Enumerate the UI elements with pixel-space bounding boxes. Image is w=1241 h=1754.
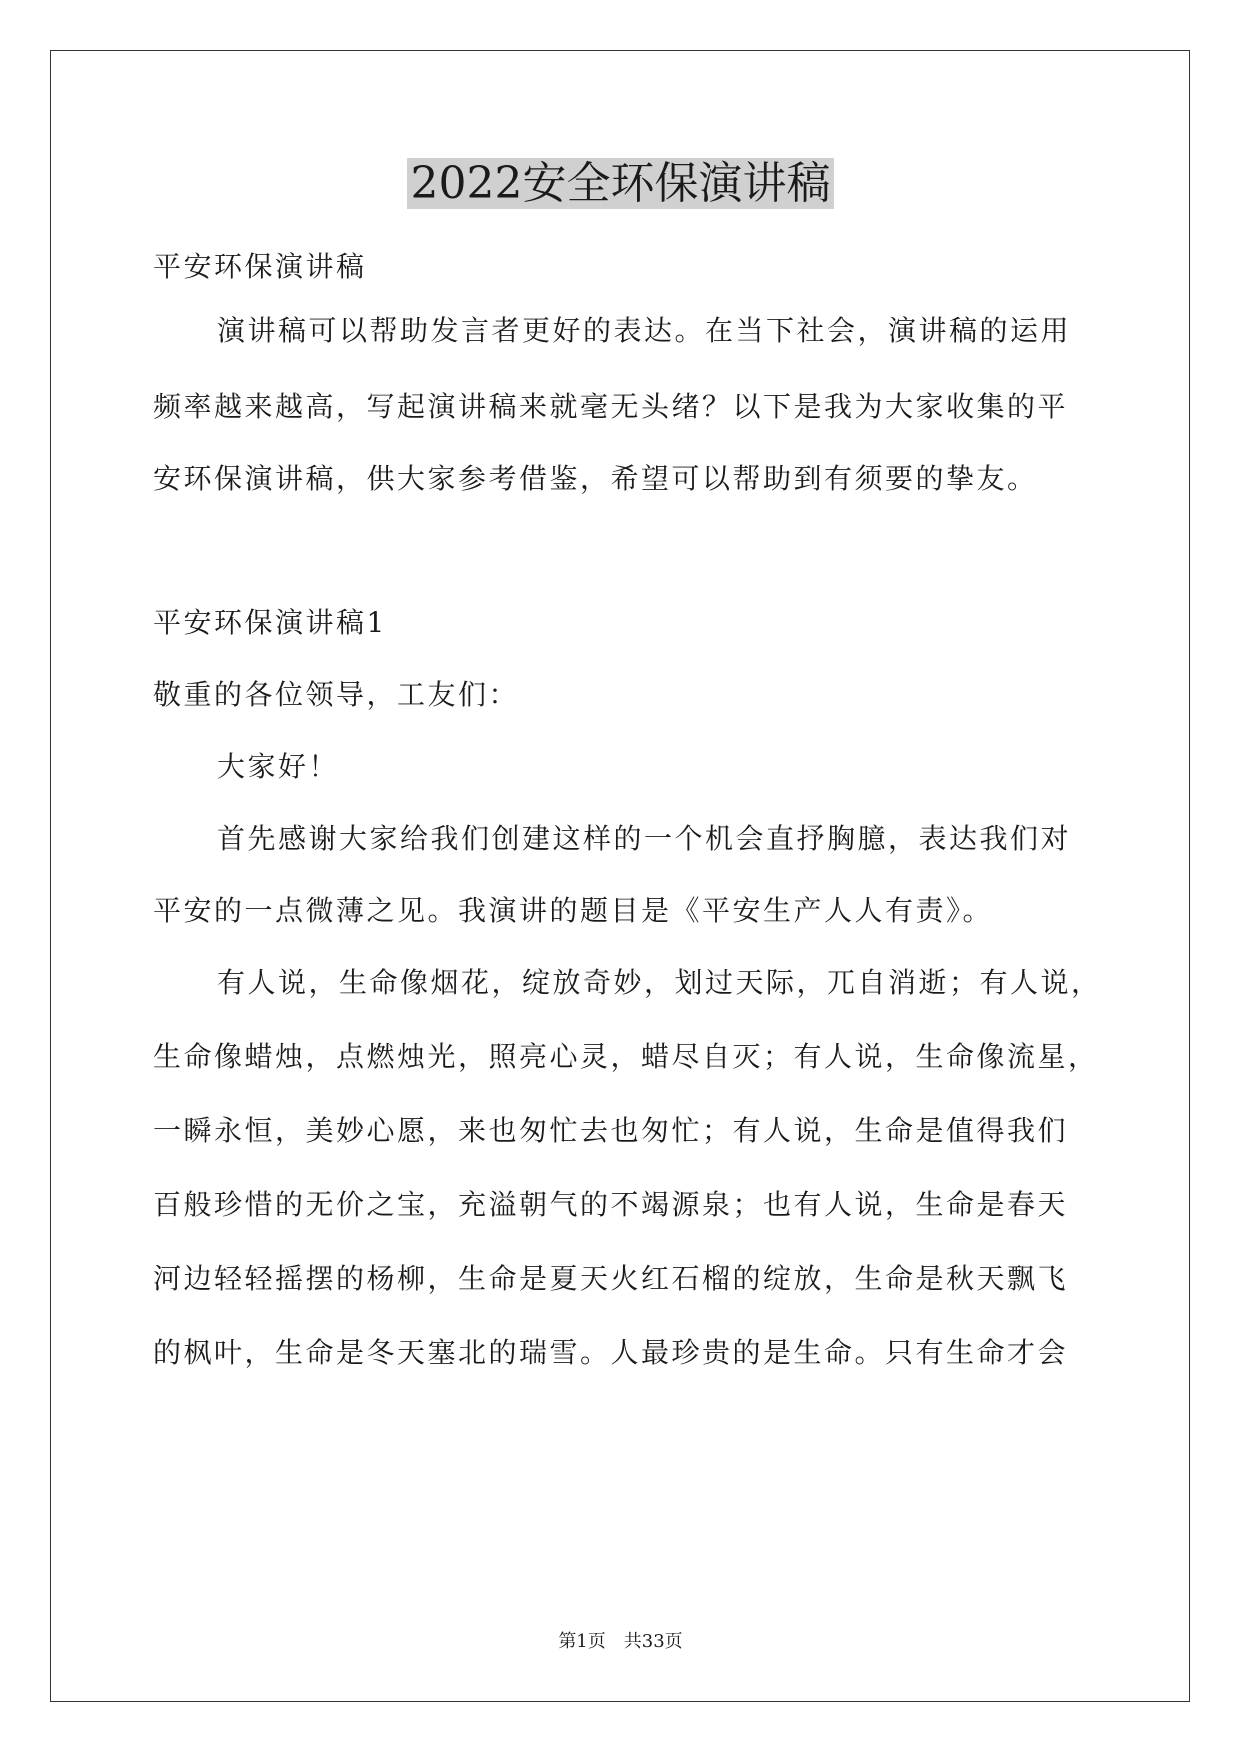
text-line: 平安环保演讲稿 [153, 250, 367, 283]
page-footer [0, 1630, 1241, 1654]
page-total: 共33页 [623, 1631, 683, 1652]
text-line: 百般珍惜的无价之宝，充溢朝气的不竭源泉；也有人说，生命是春天 [153, 1188, 1069, 1221]
document-title [0, 154, 1241, 214]
text-line: 频率越来越高，写起演讲稿来就毫无头绪？以下是我为大家收集的平 [153, 390, 1069, 423]
page-border [50, 50, 1190, 1702]
text-line: 演讲稿可以帮助发言者更好的表达。在当下社会，演讲稿的运用 [217, 314, 1072, 347]
text-line: 河边轻轻摇摆的杨柳，生命是夏天火红石榴的绽放，生命是秋天飘飞 [153, 1262, 1069, 1295]
text-line: 首先感谢大家给我们创建这样的一个机会直抒胸臆，表达我们对 [217, 822, 1072, 855]
document-title-text: 2022安全环保演讲稿 [407, 158, 835, 209]
text-line: 平安的一点微薄之见。我演讲的题目是《平安生产人人有责》。 [153, 894, 994, 927]
text-line: 安环保演讲稿，供大家参考借鉴，希望可以帮助到有须要的挚友。 [153, 462, 1038, 495]
text-line: 的枫叶，生命是冬天塞北的瑞雪。人最珍贵的是生命。只有生命才会 [153, 1336, 1069, 1369]
text-line: 生命像蜡烛，点燃烛光，照亮心灵，蜡尽自灭；有人说，生命像流星， [153, 1040, 1099, 1073]
text-line: 平安环保演讲稿1 [153, 606, 387, 639]
text-line: 一瞬永恒，美妙心愿，来也匆忙去也匆忙；有人说，生命是值得我们 [153, 1114, 1069, 1147]
text-line: 敬重的各位领导，工友们： [153, 678, 520, 711]
page-number: 第1页 [558, 1631, 606, 1652]
text-line: 有人说，生命像烟花，绽放奇妙，划过天际，兀自消逝；有人说， [217, 966, 1102, 999]
text-line: 大家好！ [217, 750, 340, 783]
